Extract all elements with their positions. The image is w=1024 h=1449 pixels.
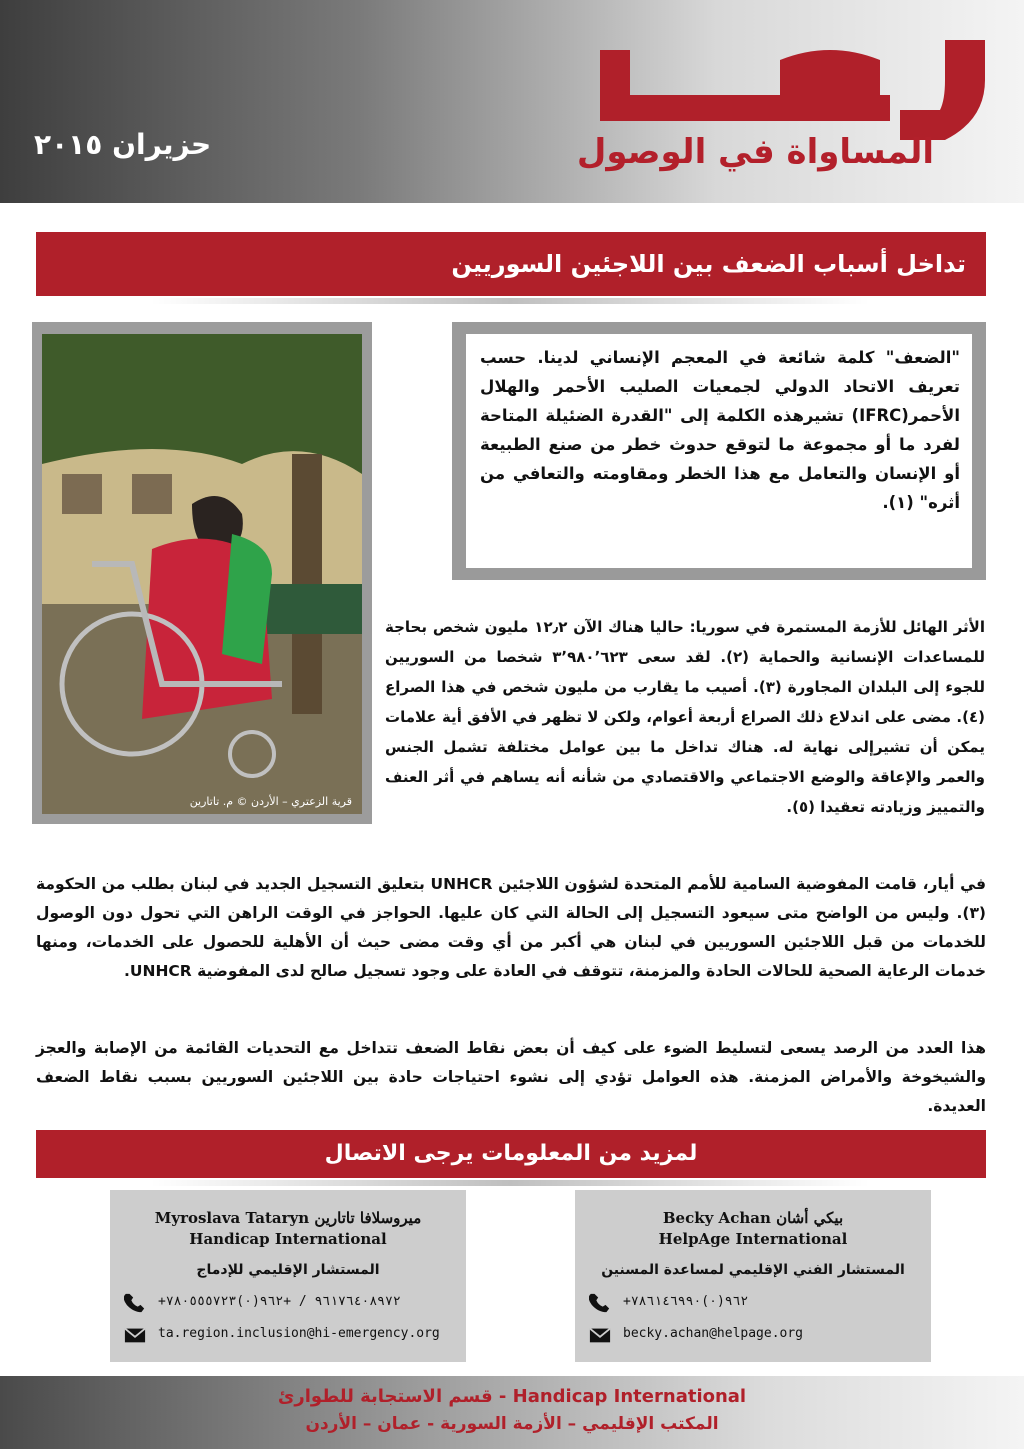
photo-illustration [42, 334, 362, 814]
contact-name-line: Becky Achan بيكي أشان [662, 1209, 844, 1227]
email-icon [124, 1324, 146, 1346]
contact-phone[interactable]: +٩٦٢(٠)٧٨٦١٤٦٩٩٠ [623, 1294, 749, 1309]
paragraph-crisis-impact: الأثر الهائل للأزمة المستمرة في سوريا: حاليا هناك الآن ١٢٫٢ مليون شخص بحاجة للمساعدات الإنسانية والحماية (٢). لقد سعى ٣٬٩٨٠٬٦٢٣ شخصا من السوريين للجوء إلى البلدان المجاورة (٣). أصيب ما يقارب من مليون شخص في هذا الصراع (٤). مضى على اندلاع ذلك الصراع أربعة أعوام، ولكن لا تظهر في الأفق أية علامات يمكن أن تشيرإلى نهاية له. هناك تداخل ما بين عوامل مختلفة تشمل الجنس والعمر والإعاقة والوضع الاجتماعي والاقتصادي من شأنه أنه يساهم في أثر العنف والتمييز وزيادته تعقيدا (٥). [385, 618, 985, 816]
quote-text: "الضعف" كلمة شائعة في المعجم الإنساني لدينا. حسب تعريف الاتحاد الدولي لجمعيات الصليب الأحمر والهلال الأحمر(IFRC) تشيرهذه الكلمة إلى "القدرة الضئيلة المتاحة لفرد ما أو مجموعة ما لتوقع حدوث خطر من صنع الطبيعة أو الإنسان والتعامل مع هذا الخطر ومقاومته والتعافي من أثره" (١). [480, 348, 960, 512]
contact-name [585, 1208, 921, 1250]
contact-phone-row [589, 1292, 917, 1316]
footer-line-2: المكتب الإقليمي – الأزمة السورية - عمان – الأردن [305, 1414, 719, 1434]
contact-card-tataryn [110, 1190, 466, 1362]
photo-girl-wheelchair [42, 334, 362, 814]
contact-email[interactable]: becky.achan@helpage.org [623, 1326, 804, 1341]
paragraph-unhcr-registration: في أيار، قامت المفوضية السامية للأمم المتحدة لشؤون اللاجئين UNHCR بتعليق التسجيل الجديد في لبنان بطلب من الحكومة (٣). وليس من الواضح متى سيعود التسجيل إلى الحالة التي كان عليها. الحواجز في الوقت الراهن التي تحول دون الوصول للخدمات من قبل اللاجئين السوريين في لبنان هي أكبر من أي وقت مضى حيث أن الأهلية للحصول على الخدمات، ومنها خدمات الرعاية الصحية للحالات الحادة والمزمنة، تتوقف في العادة على وجود تسجيل صالح لدى المفوضية UNHCR. [36, 875, 986, 980]
contact-title: المستشار الفني الإقليمي لمساعدة المسنين [601, 1262, 905, 1278]
banner-shadow [150, 1180, 870, 1186]
contact-card-achan [575, 1190, 931, 1362]
contact-email-row [589, 1324, 917, 1348]
contact-email-row [124, 1324, 452, 1348]
contact-org: Handicap International [189, 1230, 387, 1248]
contact-title: المستشار الإقليمي للإدماج [196, 1262, 380, 1278]
footer-line-1: Handicap International - قسم الاستجابة للطوارئ [277, 1386, 747, 1407]
section-title: تداخل أسباب الضعف بين اللاجئين السوريين [36, 232, 986, 296]
logo-tagline: المساواة في الوصول [576, 132, 934, 172]
contact-name-line: Myroslava Tataryn ميروسلافا تاتارين [154, 1209, 422, 1227]
phone-icon [589, 1292, 611, 1314]
contact-org: HelpAge International [658, 1230, 848, 1248]
paragraph-issue-purpose: هذا العدد من الرصد يسعى لتسليط الضوء على كيف أن بعض نقاط الضعف تتداخل مع التحديات القائمة من الإصابة والعجز والشيخوخة والأمراض المزمنة. هذه العوامل تؤدي إلى نشوء احتياجات حادة بين اللاجئين السوريين بسبب نقاط الضعف العديدة. [36, 1039, 986, 1115]
issue-date: حزيران ٢٠١٥ [34, 128, 212, 161]
email-icon [589, 1324, 611, 1346]
contact-phone[interactable]: +٩٦١٧٦٤٠٨٩٧٢ / +٩٦٢(٠)٧٨٠٥٥٥٧٢٣ [158, 1294, 401, 1309]
contact-banner: لمزيد من المعلومات يرجى الاتصال [36, 1130, 986, 1178]
contact-name [120, 1208, 456, 1250]
photo-caption: قرية الزعتري – الأردن © م. تاتارين [189, 795, 352, 808]
contact-email[interactable]: ta.region.inclusion@hi-emergency.org [158, 1326, 440, 1341]
banner-shadow [150, 298, 870, 304]
rasd-logo [600, 40, 985, 140]
contact-phone-row [124, 1292, 452, 1316]
phone-icon [124, 1292, 146, 1314]
